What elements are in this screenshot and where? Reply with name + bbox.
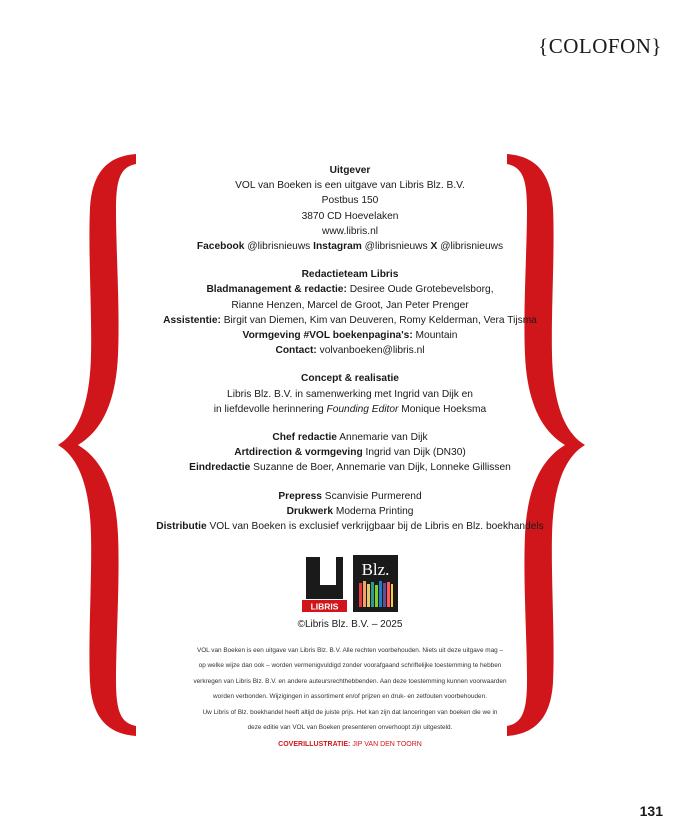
libris-logo: [302, 555, 347, 612]
blz-logo-text: Blz.: [361, 560, 390, 579]
concept-line: Libris Blz. B.V. in samenwerking met Ingrid van Dijk en: [227, 388, 473, 400]
legal-line: deze editie van VOL van Boeken presenteren onverhoopt zijn uitgesteld.: [247, 724, 453, 732]
uitgever-line: 3870 CD Hoevelaken: [301, 210, 399, 222]
art-line: Artdirection & vormgeving Ingrid van Dijk (DN30): [234, 447, 466, 459]
facebook-label: Facebook: [196, 241, 245, 253]
website-link[interactable]: www.libris.nl: [321, 225, 379, 237]
legal-line: op welke wijze dan ook – worden vermenigvuldigd zonder voorafgaand schriftelijke toestemming te hebben: [198, 662, 502, 670]
x-label: X: [430, 241, 438, 253]
legal-line: verkregen van Libris Blz. B.V. en andere auteursrechthebbenden. Aan deze toestemming kunnen voorwaarden: [193, 677, 507, 685]
prepress-line: Prepress Scanvisie Purmerend: [278, 490, 422, 502]
instagram-label: Instagram: [313, 241, 362, 253]
redactie-line: Bladmanagement & redactie: Desiree Oude Grotebevelsborg,: [206, 284, 494, 296]
cover-label: COVERILLUSTRATIE:: [278, 741, 351, 748]
instagram-handle[interactable]: @librisnieuws: [361, 241, 431, 253]
cover-credit: [0, 741, 700, 748]
section-heading-uitgever: Uitgever: [329, 165, 371, 176]
contact-line: Contact: volvanboeken@libris.nl: [275, 345, 425, 357]
legal-line: Uw Libris of Blz. boekhandel heeft altijd de juiste prijs. Het kan zijn dat lanceringen van boeken die we in: [202, 708, 498, 716]
page-title: {COLOFON}: [538, 34, 662, 58]
legal-line: worden verbonden. Wijzigingen in assortiment en/of prijzen en druk- en zetfouten voorbehouden.: [213, 693, 487, 701]
uitgever-line: Postbus 150: [321, 195, 379, 207]
logos-row: [0, 555, 700, 612]
blz-logo: [353, 555, 398, 612]
cover-artist: JIP VAN DEN TOORN: [350, 741, 422, 748]
redactie-line: Assistentie: Birgit van Diemen, Kim van Deuveren, Romy Kelderman, Vera Tijsma: [163, 314, 537, 326]
legal-notice: [140, 643, 560, 735]
redactie-line: Rianne Henzen, Marcel de Groot, Jan Peter Prenger: [231, 299, 469, 311]
social-line: [130, 239, 570, 254]
chef-line: Chef redactie Annemarie van Dijk: [272, 432, 428, 444]
legal-line: VOL van Boeken is een uitgave van Libris Blz. B.V. Alle rechten voorbehouden. Niets uit deze uitgave mag –: [196, 647, 504, 654]
x-handle[interactable]: @librisnieuws: [437, 241, 504, 253]
drukwerk-line: Drukwerk Moderna Printing: [286, 505, 414, 517]
eind-line: Eindredactie Suzanne de Boer, Annemarie van Dijk, Lonneke Gillissen: [189, 462, 511, 474]
section-heading-redactie: Redactieteam Libris: [301, 269, 399, 281]
libris-logo-text: LIBRIS: [310, 601, 339, 612]
facebook-handle[interactable]: @librisnieuws: [244, 241, 314, 253]
left-brace-decoration: [58, 150, 138, 740]
contact-email[interactable]: volvanboeken@libris.nl: [316, 345, 425, 357]
copyright-notice: ©Libris Blz. B.V. – 2025: [297, 619, 403, 630]
uitgever-line: VOL van Boeken is een uitgave van Libris Blz. B.V.: [235, 180, 465, 192]
page-number: 131: [639, 803, 663, 819]
section-heading-concept: Concept & realisatie: [301, 373, 399, 385]
redactie-line: Vormgeving #VOL boekenpagina's: Mountain: [242, 330, 458, 342]
distributie-line: Distributie VOL van Boeken is exclusief verkrijgbaar bij de Libris en Blz. boekhandels: [156, 521, 544, 533]
colofon-content: [130, 163, 570, 534]
concept-line: in liefdevolle herinnering Founding Editor Monique Hoeksma: [213, 403, 487, 415]
